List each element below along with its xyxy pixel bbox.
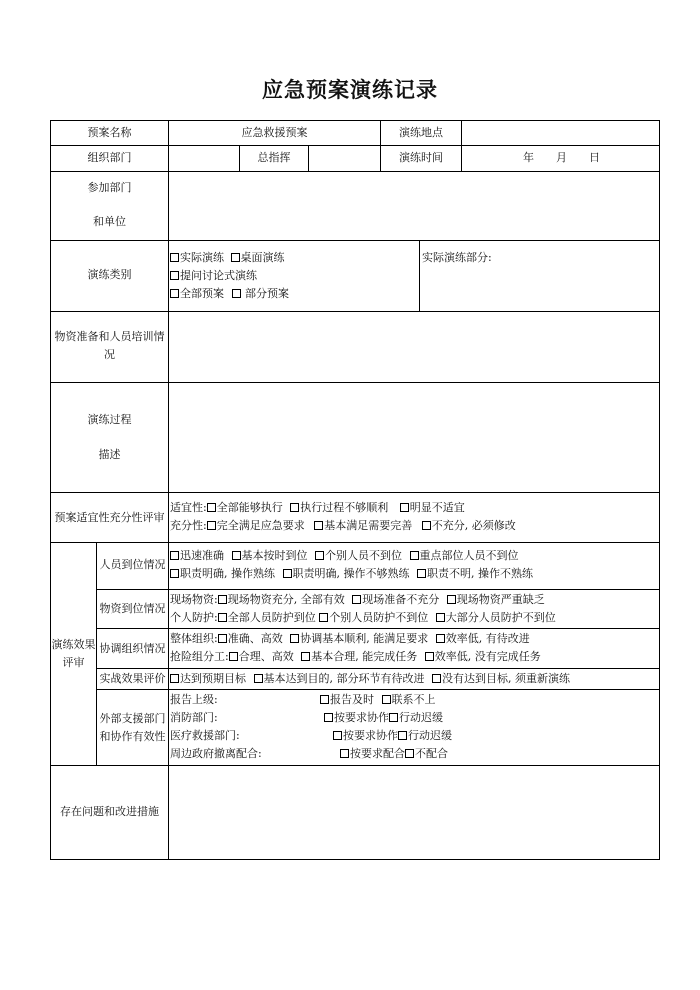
effect-option-3: 没有达到目标, 须重新演练 xyxy=(442,672,570,685)
actual-drill-part-label: 实际演练部分: xyxy=(422,251,492,264)
report-option-2: 联系不上 xyxy=(391,693,436,706)
row-divider xyxy=(96,668,660,669)
checkbox-fire-2[interactable] xyxy=(389,713,398,722)
suit-option-2: 执行过程不够顺利 xyxy=(300,501,389,514)
report-superior-label: 报告上级: xyxy=(170,693,218,706)
process-label: 演练过程 xyxy=(87,413,132,426)
fire-option-2: 行动迟缓 xyxy=(399,711,443,724)
row-divider xyxy=(50,859,660,860)
external-label-2: 和协作有效性 xyxy=(99,730,166,743)
coordination-label: 协调组织情况 xyxy=(99,642,166,655)
checkbox-protect-1[interactable] xyxy=(218,613,227,622)
process-label-2: 描述 xyxy=(98,448,121,461)
option-discussion-drill: 提问讨论式演练 xyxy=(180,269,257,282)
fire-dept-label: 消防部门: xyxy=(170,711,218,724)
org-dept-label: 组织部门 xyxy=(87,151,132,164)
gov-evac-label: 周边政府撤离配合: xyxy=(170,747,262,760)
option-desktop-drill: 桌面演练 xyxy=(240,251,285,264)
location-field[interactable] xyxy=(462,122,659,144)
checkbox-protect-3[interactable] xyxy=(436,613,445,622)
gov-option-2: 不配合 xyxy=(415,747,448,760)
suitability-prefix: 适宜性: xyxy=(170,501,207,514)
checkbox-adeq-3[interactable] xyxy=(422,521,431,530)
adeq-option-3: 不充分, 必须修改 xyxy=(431,519,516,532)
materials-label: 物资准备和人员培训情 xyxy=(54,330,165,343)
col-divider xyxy=(50,120,51,860)
drill-type-label: 演练类别 xyxy=(87,268,132,281)
checkbox-effect-3[interactable] xyxy=(432,674,441,683)
checkbox-site-2[interactable] xyxy=(352,595,361,604)
suit-option-1: 全部能够执行 xyxy=(216,501,283,514)
option-actual-drill: 实际演练 xyxy=(180,251,224,264)
fire-options xyxy=(324,711,443,725)
rescue-option-3: 效率低, 没有完成任务 xyxy=(434,650,541,663)
checkbox-site-3[interactable] xyxy=(447,595,456,604)
drill-type-line-3 xyxy=(170,287,289,301)
location-label: 演练地点 xyxy=(399,126,443,139)
commander-label: 总指挥 xyxy=(257,151,291,164)
checkbox-personnel-6[interactable] xyxy=(283,569,292,578)
medical-options xyxy=(333,729,452,743)
year-label: 年 xyxy=(523,151,534,164)
checkbox-rescue-3[interactable] xyxy=(425,652,434,661)
materials-field[interactable] xyxy=(170,313,658,381)
suit-option-3: 明显不适宜 xyxy=(409,501,465,514)
month-label: 月 xyxy=(556,151,567,164)
evaluation-label: 演练效果 xyxy=(51,638,96,651)
row-divider xyxy=(50,171,660,172)
checkbox-report-1[interactable] xyxy=(320,695,329,704)
checkbox-desktop[interactable] xyxy=(231,253,240,262)
supplies-line-1 xyxy=(170,593,545,607)
checkbox-report-2[interactable] xyxy=(382,695,391,704)
medical-option-2: 行动迟缓 xyxy=(408,729,452,742)
personnel-option-2: 基本按时到位 xyxy=(241,549,308,562)
participants-label-2: 和单位 xyxy=(93,215,126,228)
checkbox-personnel-2[interactable] xyxy=(232,551,241,560)
row-divider xyxy=(50,765,660,766)
protection-prefix: 个人防护: xyxy=(170,611,218,624)
protect-option-2: 个别人员防护不到位 xyxy=(329,611,429,624)
drill-type-line-1 xyxy=(170,251,285,265)
checkbox-personnel-3[interactable] xyxy=(315,551,324,560)
row-divider xyxy=(96,689,660,690)
participants-field[interactable] xyxy=(170,173,658,239)
option-full-plan: 全部预案 xyxy=(180,287,224,300)
site-option-3: 现场物资严重缺乏 xyxy=(456,593,545,606)
row-divider xyxy=(96,589,660,590)
external-label: 外部支援部门 xyxy=(99,712,166,725)
overall-option-2: 协调基本顺利, 能满足要求 xyxy=(300,632,429,645)
checkbox-overall-2[interactable] xyxy=(290,634,299,643)
report-option-1: 报告及时 xyxy=(330,693,374,706)
checkbox-full-plan[interactable] xyxy=(170,289,179,298)
row-divider xyxy=(96,628,660,629)
overall-option-1: 准确、高效 xyxy=(227,632,283,645)
effect-option-2: 基本达到目的, 部分环节有待改进 xyxy=(263,672,425,685)
rescue-option-2: 基本合理, 能完成任务 xyxy=(311,650,418,663)
checkbox-personnel-1[interactable] xyxy=(170,551,179,560)
suitability-label: 预案适宜性充分性评审 xyxy=(54,511,165,524)
effect-label: 实战效果评价 xyxy=(99,672,166,685)
plan-name-value[interactable]: 应急救援预案 xyxy=(241,126,308,139)
checkbox-personnel-7[interactable] xyxy=(417,569,426,578)
row-divider xyxy=(50,382,660,383)
suitability-line xyxy=(170,501,465,515)
adeq-option-1: 完全满足应急要求 xyxy=(216,519,305,532)
issues-field[interactable] xyxy=(170,767,658,858)
fire-option-1: 按要求协作 xyxy=(334,711,389,724)
effect-option-1: 达到预期目标 xyxy=(180,672,246,685)
checkbox-discussion[interactable] xyxy=(170,271,179,280)
medical-option-1: 按要求协作 xyxy=(343,729,398,742)
checkbox-overall-3[interactable] xyxy=(436,634,445,643)
row-divider xyxy=(50,145,660,146)
issues-label: 存在问题和改进措施 xyxy=(60,805,159,818)
protect-option-3: 大部分人员防护不到位 xyxy=(445,611,556,624)
checkbox-suit-1[interactable] xyxy=(207,503,216,512)
coordination-line-2 xyxy=(170,650,541,664)
checkbox-medical-1[interactable] xyxy=(333,731,342,740)
checkbox-suit-2[interactable] xyxy=(290,503,299,512)
personnel-line-1 xyxy=(170,549,519,563)
checkbox-rescue-2[interactable] xyxy=(301,652,310,661)
overall-org-prefix: 整体组织: xyxy=(170,632,218,645)
checkbox-partial-plan[interactable] xyxy=(232,289,241,298)
coordination-line-1 xyxy=(170,632,530,646)
site-supplies-prefix: 现场物资: xyxy=(170,593,218,606)
checkbox-fire-1[interactable] xyxy=(324,713,333,722)
col-divider xyxy=(168,120,169,860)
checkbox-site-1[interactable] xyxy=(218,595,227,604)
adequacy-line xyxy=(170,519,516,533)
site-option-2: 现场准备不充分 xyxy=(362,593,440,606)
supplies-line-2 xyxy=(170,611,556,625)
row-divider xyxy=(50,542,660,543)
overall-option-3: 效率低, 有待改进 xyxy=(445,632,530,645)
drill-time-label: 演练时间 xyxy=(399,151,443,164)
checkbox-adeq-2[interactable] xyxy=(314,521,323,530)
day-label: 日 xyxy=(589,151,600,164)
gov-options xyxy=(340,747,448,761)
row-divider xyxy=(50,240,660,241)
checkbox-effect-2[interactable] xyxy=(254,674,263,683)
col-divider xyxy=(659,120,660,860)
adequacy-prefix: 充分性: xyxy=(170,519,207,532)
evaluation-label-2: 评审 xyxy=(62,656,85,669)
rescue-option-1: 合理、高效 xyxy=(238,650,294,663)
effect-line xyxy=(170,672,570,686)
checkbox-actual[interactable] xyxy=(170,253,179,262)
checkbox-protect-2[interactable] xyxy=(319,613,328,622)
adeq-option-2: 基本满足需要完善 xyxy=(324,519,413,532)
checkbox-gov-2[interactable] xyxy=(405,749,414,758)
commander-field[interactable] xyxy=(309,147,380,169)
personnel-option-1: 迅速准确 xyxy=(180,549,224,562)
personnel-option-5: 职责明确, 操作熟练 xyxy=(180,567,275,580)
medical-dept-label: 医疗救援部门: xyxy=(170,729,240,742)
org-dept-field[interactable] xyxy=(169,147,239,169)
personnel-label: 人员到位情况 xyxy=(99,558,166,571)
gov-option-1: 按要求配合 xyxy=(350,747,405,760)
checkbox-personnel-4[interactable] xyxy=(410,551,419,560)
page-title: 应急预案演练记录 xyxy=(262,78,438,102)
personnel-option-4: 重点部位人员不到位 xyxy=(419,549,519,562)
col-divider xyxy=(419,240,420,311)
checkbox-medical-2[interactable] xyxy=(398,731,407,740)
option-partial-plan: 部分预案 xyxy=(241,287,289,300)
protect-option-1: 全部人员防护到位 xyxy=(227,611,316,624)
row-divider xyxy=(50,492,660,493)
row-divider xyxy=(50,120,660,121)
checkbox-rescue-1[interactable] xyxy=(229,652,238,661)
personnel-option-7: 职责不明, 操作不熟练 xyxy=(427,567,533,580)
supplies-label: 物资到位情况 xyxy=(99,602,166,615)
participants-label: 参加部门 xyxy=(87,181,132,194)
process-description-field[interactable] xyxy=(170,384,658,491)
materials-label-2: 况 xyxy=(104,348,115,361)
drill-type-line-2 xyxy=(170,269,257,283)
personnel-option-3: 个别人员不到位 xyxy=(325,549,402,562)
checkbox-adeq-1[interactable] xyxy=(207,521,216,530)
personnel-line-2 xyxy=(170,567,533,581)
personnel-option-6: 职责明确, 操作不够熟练 xyxy=(292,567,410,580)
checkbox-personnel-5[interactable] xyxy=(170,569,179,578)
checkbox-overall-1[interactable] xyxy=(218,634,227,643)
site-option-1: 现场物资充分, 全部有效 xyxy=(227,593,345,606)
row-divider xyxy=(50,311,660,312)
plan-name-label: 预案名称 xyxy=(87,126,132,139)
checkbox-gov-1[interactable] xyxy=(340,749,349,758)
checkbox-effect-1[interactable] xyxy=(170,674,179,683)
checkbox-suit-3[interactable] xyxy=(400,503,409,512)
report-options xyxy=(320,693,436,707)
rescue-division-prefix: 抢险组分工: xyxy=(170,650,229,663)
